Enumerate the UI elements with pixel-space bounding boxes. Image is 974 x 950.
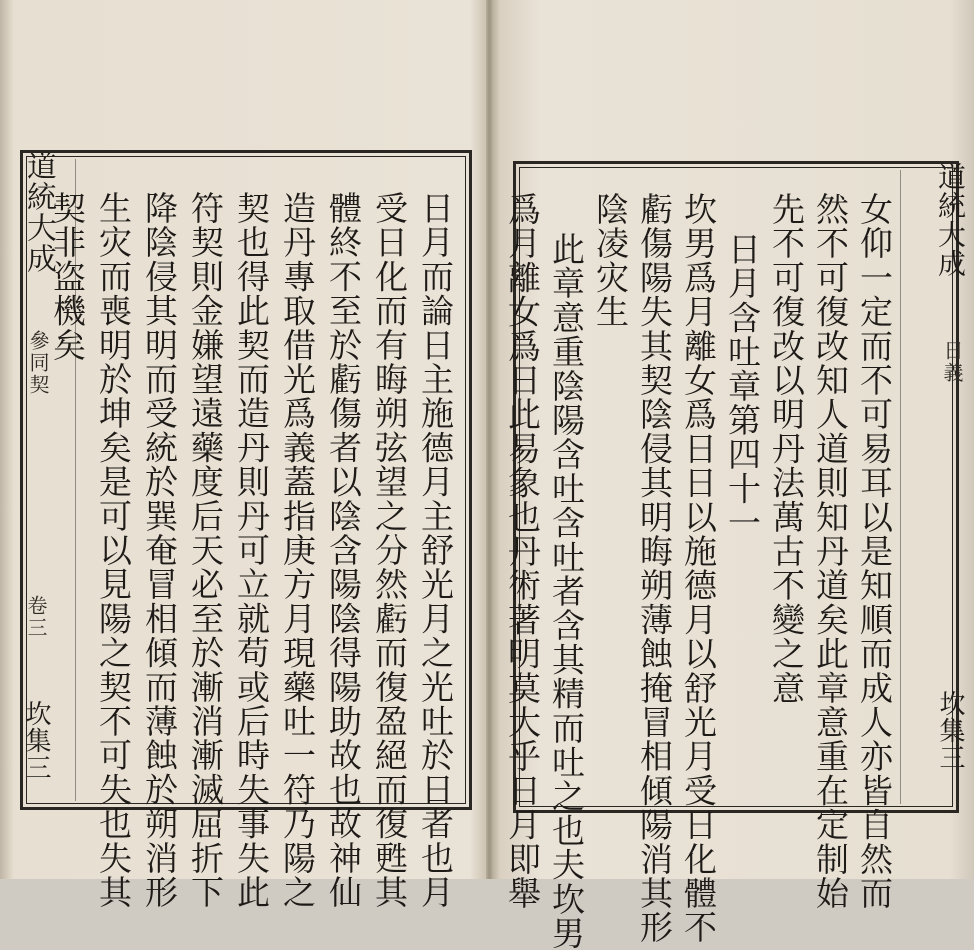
book-gutter <box>486 0 492 879</box>
right-column-3: 先不可復改以明丹法萬古不變之意 <box>767 192 806 705</box>
right-column-8: 此章意重陰陽含吐含吐者含其精而吐之也夫坎男 <box>547 232 586 950</box>
left-column-3: 體終不至於虧傷者以陰含陽陰得陽助故也故神仙 <box>324 191 363 910</box>
right-margin-section: 日義 <box>940 340 964 384</box>
right-column-5: 坎男爲月離女爲日日以施德月以舒光月受日化體不 <box>679 192 718 945</box>
left-column-8: 生灾而喪明於坤矣是可以見陽之契不可失也失其 <box>94 191 133 910</box>
right-column-4-heading: 日月含吐章第四十一 <box>723 232 762 540</box>
left-column-6: 符契則金嫌望遠藥度后天必至於漸消漸滅屈折下 <box>186 191 225 910</box>
left-column-5: 契也得此契而造丹則丹可立就苟或后時失事失此 <box>232 191 271 910</box>
left-margin-folio: 卷三 <box>24 595 48 639</box>
right-margin-title: 道統大成 <box>934 162 967 278</box>
right-text-frame <box>503 161 959 950</box>
right-margin-volume: 坎集三 <box>935 690 965 771</box>
right-column-7: 陰凌灾生 <box>591 192 630 329</box>
left-margin-volume: 坎集三 <box>21 700 51 781</box>
left-column-1: 日月而論日主施德月主舒光月之光吐於日者也月 <box>416 191 455 910</box>
left-margin-section: 參同契 <box>26 330 50 396</box>
right-column-1: 女仰一定而不可易耳以是知順而成人亦皆自然而 <box>855 192 894 911</box>
left-column-4: 造丹專取借光爲義蓋指庚方月現藥吐一符乃陽之 <box>278 191 317 910</box>
right-column-6: 虧傷陽失其契陰侵其明晦朔薄蝕掩冒相傾陽消其形 <box>635 192 674 945</box>
left-column-2: 受日化而有晦朔弦望之分然虧而復盈絕而復甦其 <box>370 191 409 910</box>
left-column-7: 降陰侵其明而受統於巽奄冒相傾而薄蝕於朔消形 <box>140 191 179 910</box>
right-column-2: 然不可復改知人道則知丹道矣此章意重在定制始 <box>811 192 850 911</box>
left-column-9: 契非盗機矣 <box>48 191 87 362</box>
left-margin-title: 道統大成 <box>21 150 56 274</box>
right-column-9: 爲月離女爲日此易象也丹術著明莫大乎日月即舉 <box>503 192 542 911</box>
left-text-frame <box>20 150 472 910</box>
